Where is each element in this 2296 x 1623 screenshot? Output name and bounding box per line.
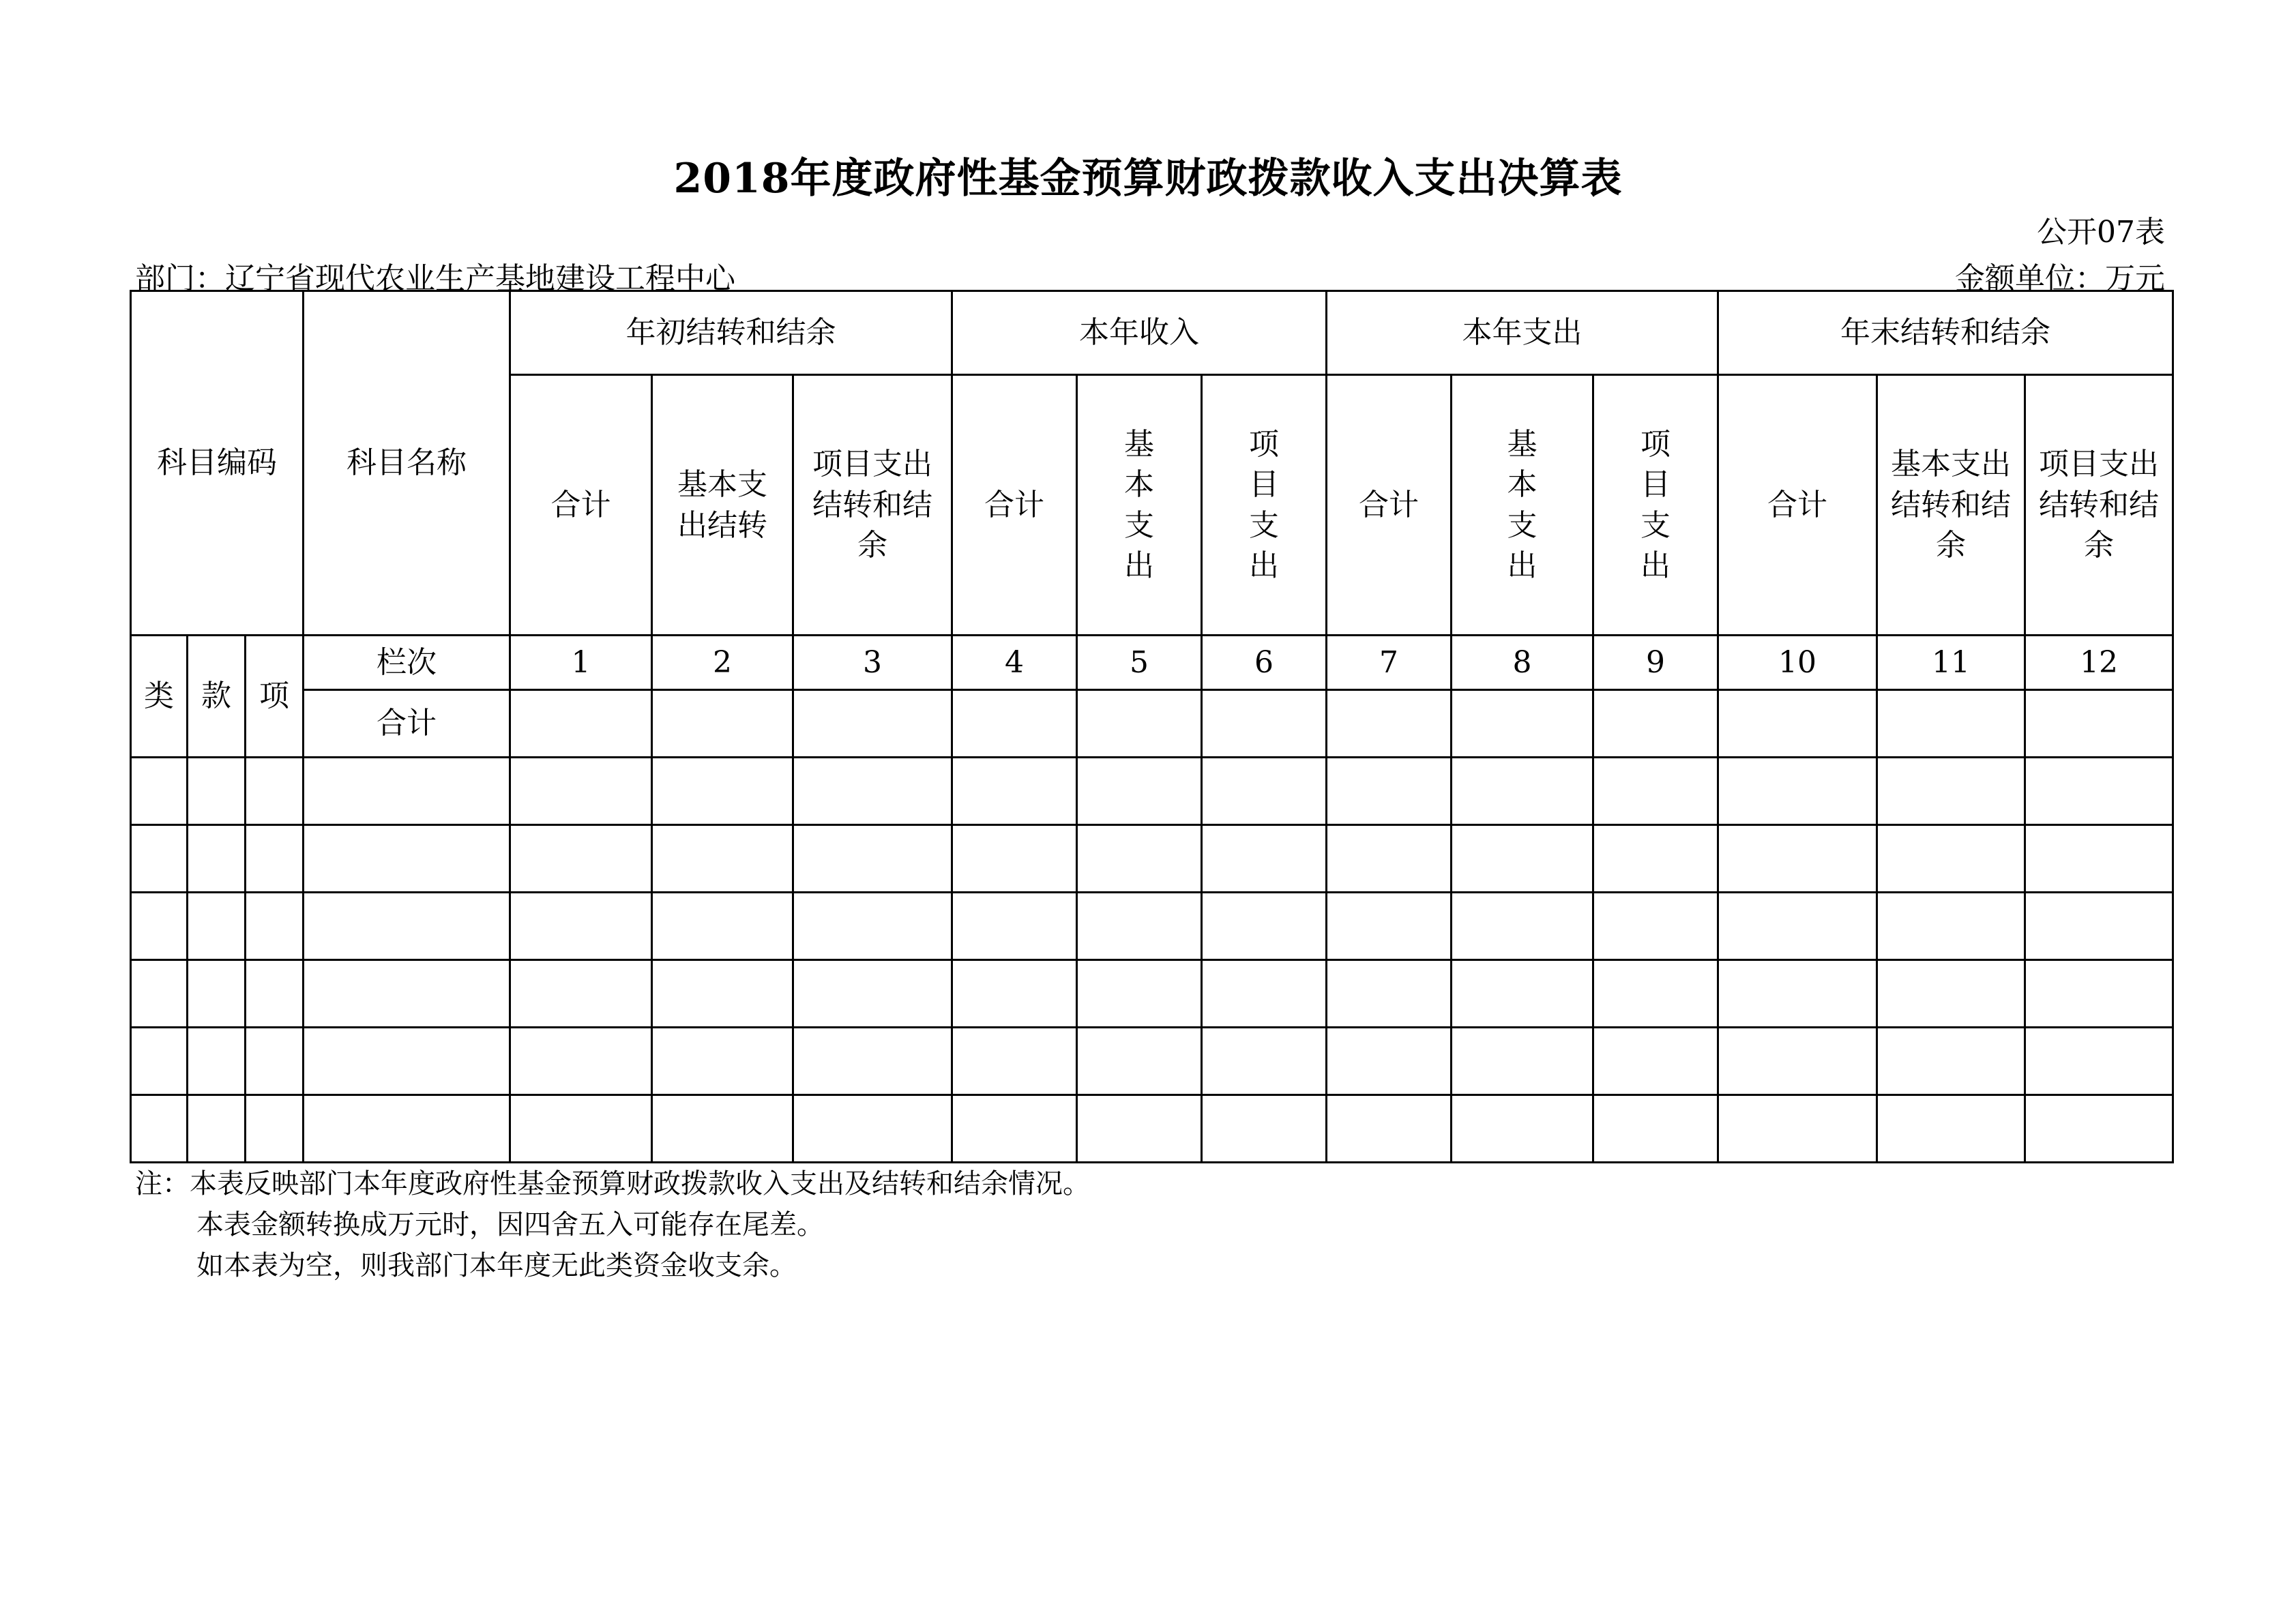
table-cell [510,1028,652,1095]
column-number: 2 [652,636,793,690]
table-cell [652,758,793,825]
table-cell [131,825,188,893]
table-cell [246,960,304,1028]
table-cell [1077,1028,1202,1095]
table-cell [952,1028,1077,1095]
table-cell [793,690,952,758]
table-cell [1718,1095,1877,1163]
table-cell [1077,893,1202,960]
table-cell [1327,758,1452,825]
table-cell [1718,825,1877,893]
department-label: 部门：辽宁省现代农业生产基地建设工程中心 [135,261,735,296]
table-cell [652,960,793,1028]
table-cell [1593,893,1718,960]
table-cell [1327,1028,1452,1095]
footnotes [135,1163,1090,1286]
table-cell [1202,758,1327,825]
column-index-label: 栏次 [304,636,510,690]
table-cell [1593,758,1718,825]
table-cell [1077,758,1202,825]
table-cell [1202,1028,1327,1095]
table-cell [1452,825,1593,893]
column-header: 项目支出结转和结余 [2025,375,2173,636]
table-row [131,825,2173,893]
table-cell [652,825,793,893]
table-cell [188,825,246,893]
table-cell [1202,825,1327,893]
table-cell [1593,1028,1718,1095]
table-cell [1202,893,1327,960]
table-cell [652,690,793,758]
table-row [131,758,2173,825]
table-cell [1718,893,1877,960]
table-cell [246,893,304,960]
table-cell [510,1095,652,1163]
table-cell [304,960,510,1028]
table-cell [952,825,1077,893]
table-cell [1718,690,1877,758]
table-cell [793,1095,952,1163]
table-cell [304,1028,510,1095]
table-cell [793,893,952,960]
table-cell [1593,1095,1718,1163]
column-header: 项目支出 [1202,375,1327,636]
table-row [131,1028,2173,1095]
unit-label: 金额单位：万元 [1955,261,2165,296]
group-header-closing-balance: 年末结转和结余 [1718,291,2173,375]
table-cell [188,893,246,960]
table-cell [1877,893,2025,960]
table-cell [952,893,1077,960]
table-cell [1452,1095,1593,1163]
page-title: 2018年度政府性基金预算财政拨款收入支出决算表 [673,155,1623,203]
table-cell [510,758,652,825]
column-number: 12 [2025,636,2173,690]
table-cell [952,690,1077,758]
table-cell [246,758,304,825]
table-cell [2025,893,2173,960]
table-cell [510,690,652,758]
table-cell [131,960,188,1028]
column-header: 合计 [1327,375,1452,636]
table-cell [131,758,188,825]
column-number: 4 [952,636,1077,690]
table-cell [952,758,1077,825]
table-cell [1452,758,1593,825]
table-cell [188,1028,246,1095]
table-cell [1452,960,1593,1028]
table-cell [304,758,510,825]
lei-header: 类 [131,636,188,758]
table-cell [131,1095,188,1163]
table-cell [246,1028,304,1095]
table-cell [652,1095,793,1163]
table-cell [1593,825,1718,893]
table-cell [1877,758,2025,825]
column-header: 基本支出结转 [652,375,793,636]
column-number: 8 [1452,636,1593,690]
budget-table [130,290,2174,1163]
column-header: 合计 [1718,375,1877,636]
footnote: 本表金额转换成万元时，因四舍五入可能存在尾差。 [196,1209,824,1240]
table-cell [1718,758,1877,825]
table-cell [1327,825,1452,893]
kuan-header: 款 [188,636,246,758]
table-cell [2025,1095,2173,1163]
xiang-header: 项 [246,636,304,758]
table-cell [246,1095,304,1163]
form-code: 公开07表 [2037,215,2165,250]
table-cell [1327,1095,1452,1163]
column-number: 9 [1593,636,1718,690]
table-cell [1718,960,1877,1028]
column-number: 3 [793,636,952,690]
column-header: 项目支出 [1593,375,1718,636]
column-header: 项目支出结转和结余 [793,375,952,636]
table-cell [793,960,952,1028]
table-cell [1077,960,1202,1028]
column-number: 11 [1877,636,2025,690]
table-cell [1327,893,1452,960]
table-cell [652,893,793,960]
table-cell [2025,825,2173,893]
footnote: 注：本表反映部门本年度政府性基金预算财政拨款收入支出及结转和结余情况。 [135,1168,1090,1200]
table-cell [304,1095,510,1163]
total-row-label: 合计 [304,690,510,758]
table-cell [793,1028,952,1095]
table-cell [1877,960,2025,1028]
table-cell [246,825,304,893]
table-cell [1452,1028,1593,1095]
column-number: 7 [1327,636,1452,690]
table-cell [952,1095,1077,1163]
table-cell [1202,1095,1327,1163]
table-cell [510,825,652,893]
column-header: 基本支出结转和结余 [1877,375,2025,636]
table-cell [510,893,652,960]
table-row [131,893,2173,960]
table-cell [1202,960,1327,1028]
table-cell [1593,690,1718,758]
column-number: 5 [1077,636,1202,690]
table-cell [131,1028,188,1095]
subject-name-header: 科目名称 [304,291,510,636]
table-cell [1327,960,1452,1028]
table-cell [652,1028,793,1095]
table-cell [952,960,1077,1028]
column-header: 合计 [952,375,1077,636]
group-header-current-income: 本年收入 [952,291,1327,375]
subject-code-header: 科目编码 [131,291,304,636]
table-cell [1718,1028,1877,1095]
column-header: 基本支出 [1077,375,1202,636]
column-header: 合计 [510,375,652,636]
table-cell [1877,1095,2025,1163]
table-cell [188,1095,246,1163]
table-cell [2025,1028,2173,1095]
column-number: 10 [1718,636,1877,690]
table-cell [188,960,246,1028]
column-header: 基本支出 [1452,375,1593,636]
table-cell [1452,690,1593,758]
table-cell [1077,1095,1202,1163]
footnote: 如本表为空，则我部门本年度无此类资金收支余。 [196,1250,797,1281]
table-cell [188,758,246,825]
table-cell [2025,690,2173,758]
table-cell [2025,758,2173,825]
table-cell [1877,825,2025,893]
table-cell [793,825,952,893]
table-cell [1452,893,1593,960]
group-header-opening-balance: 年初结转和结余 [510,291,952,375]
table-cell [1877,1028,2025,1095]
table-cell [131,893,188,960]
table-cell [1593,960,1718,1028]
column-number: 1 [510,636,652,690]
table-row [131,960,2173,1028]
column-number: 6 [1202,636,1327,690]
table-cell [1877,690,2025,758]
table-cell [2025,960,2173,1028]
table-cell [1077,825,1202,893]
table-cell [304,893,510,960]
table-cell [793,758,952,825]
empty-data-rows [131,758,2173,1163]
table-cell [1327,690,1452,758]
table-cell [1077,690,1202,758]
table-cell [510,960,652,1028]
table-cell [304,825,510,893]
table-cell [1202,690,1327,758]
group-header-current-expense: 本年支出 [1327,291,1718,375]
table-row [131,1095,2173,1163]
